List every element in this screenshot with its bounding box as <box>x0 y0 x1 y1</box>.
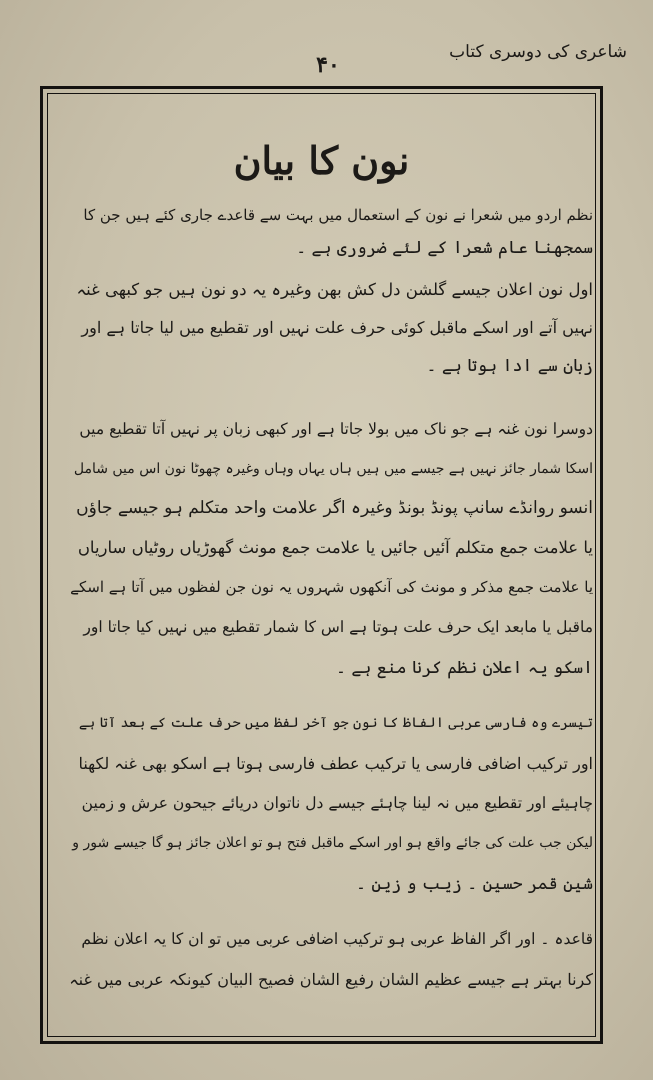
text-line-17: شین قمر حسین ۔ زیب و زین ۔ <box>355 874 593 894</box>
text-line-2: سمجھنا عام شعرا کے لئے ضروری ہے ۔ <box>296 238 593 258</box>
text-line-15: چاہیئے اور تقطیع میں نہ لینا چاہئے جیسے دل ناتوان دریائے جیحون عرش و زمین <box>81 794 593 812</box>
text-line-11: ماقبل یا مابعد ایک حرف علت ہوتا ہے اس کا شمار تقطیع میں نہیں کیا جاتا اور <box>83 618 593 636</box>
text-line-6: دوسرا نون غنہ ہے جو ناک میں بولا جاتا ہے اور کبھی زبان پر نہیں آتا تقطیع میں <box>79 420 593 438</box>
text-line-8: انسو روانڈے سانپ پونڈ بونڈ وغیرہ اگر علامت واحد متکلم ہو جیسے جاؤں <box>76 498 593 518</box>
page-frame <box>40 86 603 1044</box>
text-line-7: اسکا شمار جائز نہیں ہے جیسے میں ہیں ہاں یہاں وہاں وغیرہ چھوٹا نون اس میں شامل <box>73 461 593 477</box>
text-line-3: اول نون اعلان جیسے گلشن دل کش بھن وغیرہ یہ دو نون ہیں جو کبھی غنہ <box>76 280 593 299</box>
text-line-10: یا علامت جمع مذکر و مونث کی آنکھوں شہروں یہ نون جن لفظوں میں آتا ہے اسکے <box>70 578 593 596</box>
text-line-16: لیکن جب علت کی جائے واقع ہو اور اسکے ماقبل فتح ہو تو اعلان جائز ہو گا جیسے شور و <box>72 835 593 851</box>
page-frame-inner-rule <box>47 93 596 1037</box>
text-line-5: زبان سے ادا ہوتا ہے ۔ <box>426 356 593 376</box>
chapter-title: نون کا بیان <box>233 138 410 183</box>
text-line-4: نہیں آتے اور اسکے ماقبل کوئی حرف علت نہیں اور تقطیع میں لیا جاتا ہے اور <box>81 318 593 337</box>
running-title: شاعری کی دوسری کتاب <box>449 42 627 62</box>
text-line-13: تیسرے وہ فارسی عربی الفاظ کا نون جو آخر لفظ میں حرف علت کے بعد آتا ہے <box>78 715 593 731</box>
page-number: ۴۰ <box>316 52 340 78</box>
text-line-1: نظم اردو میں شعرا نے نون کے استعمال میں بہت سے قاعدے جاری کئے ہیں جن کا <box>83 206 593 224</box>
text-line-14: اور ترکیب اضافی فارسی یا ترکیب عطف فارسی ہوتا ہے اسکو بھی غنہ لکھنا <box>78 754 593 773</box>
text-line-19: کرنا بہتر ہے جیسے عظیم الشان رفیع الشان فصیح البیان کیونکہ عربی میں غنہ <box>69 970 593 989</box>
text-line-18: قاعدہ ۔ اور اگر الفاظ عربی ہو ترکیب اضافی عربی میں تو ان کا یہ اعلان نظم <box>81 930 593 948</box>
text-line-12: اسکو یہ اعلان نظم کرنا منع ہے ۔ <box>336 658 593 678</box>
text-line-9: یا علامت جمع متکلم آئیں جائیں یا علامت جمع مونث گھوڑیاں روٹیاں ساریاں <box>77 538 593 557</box>
